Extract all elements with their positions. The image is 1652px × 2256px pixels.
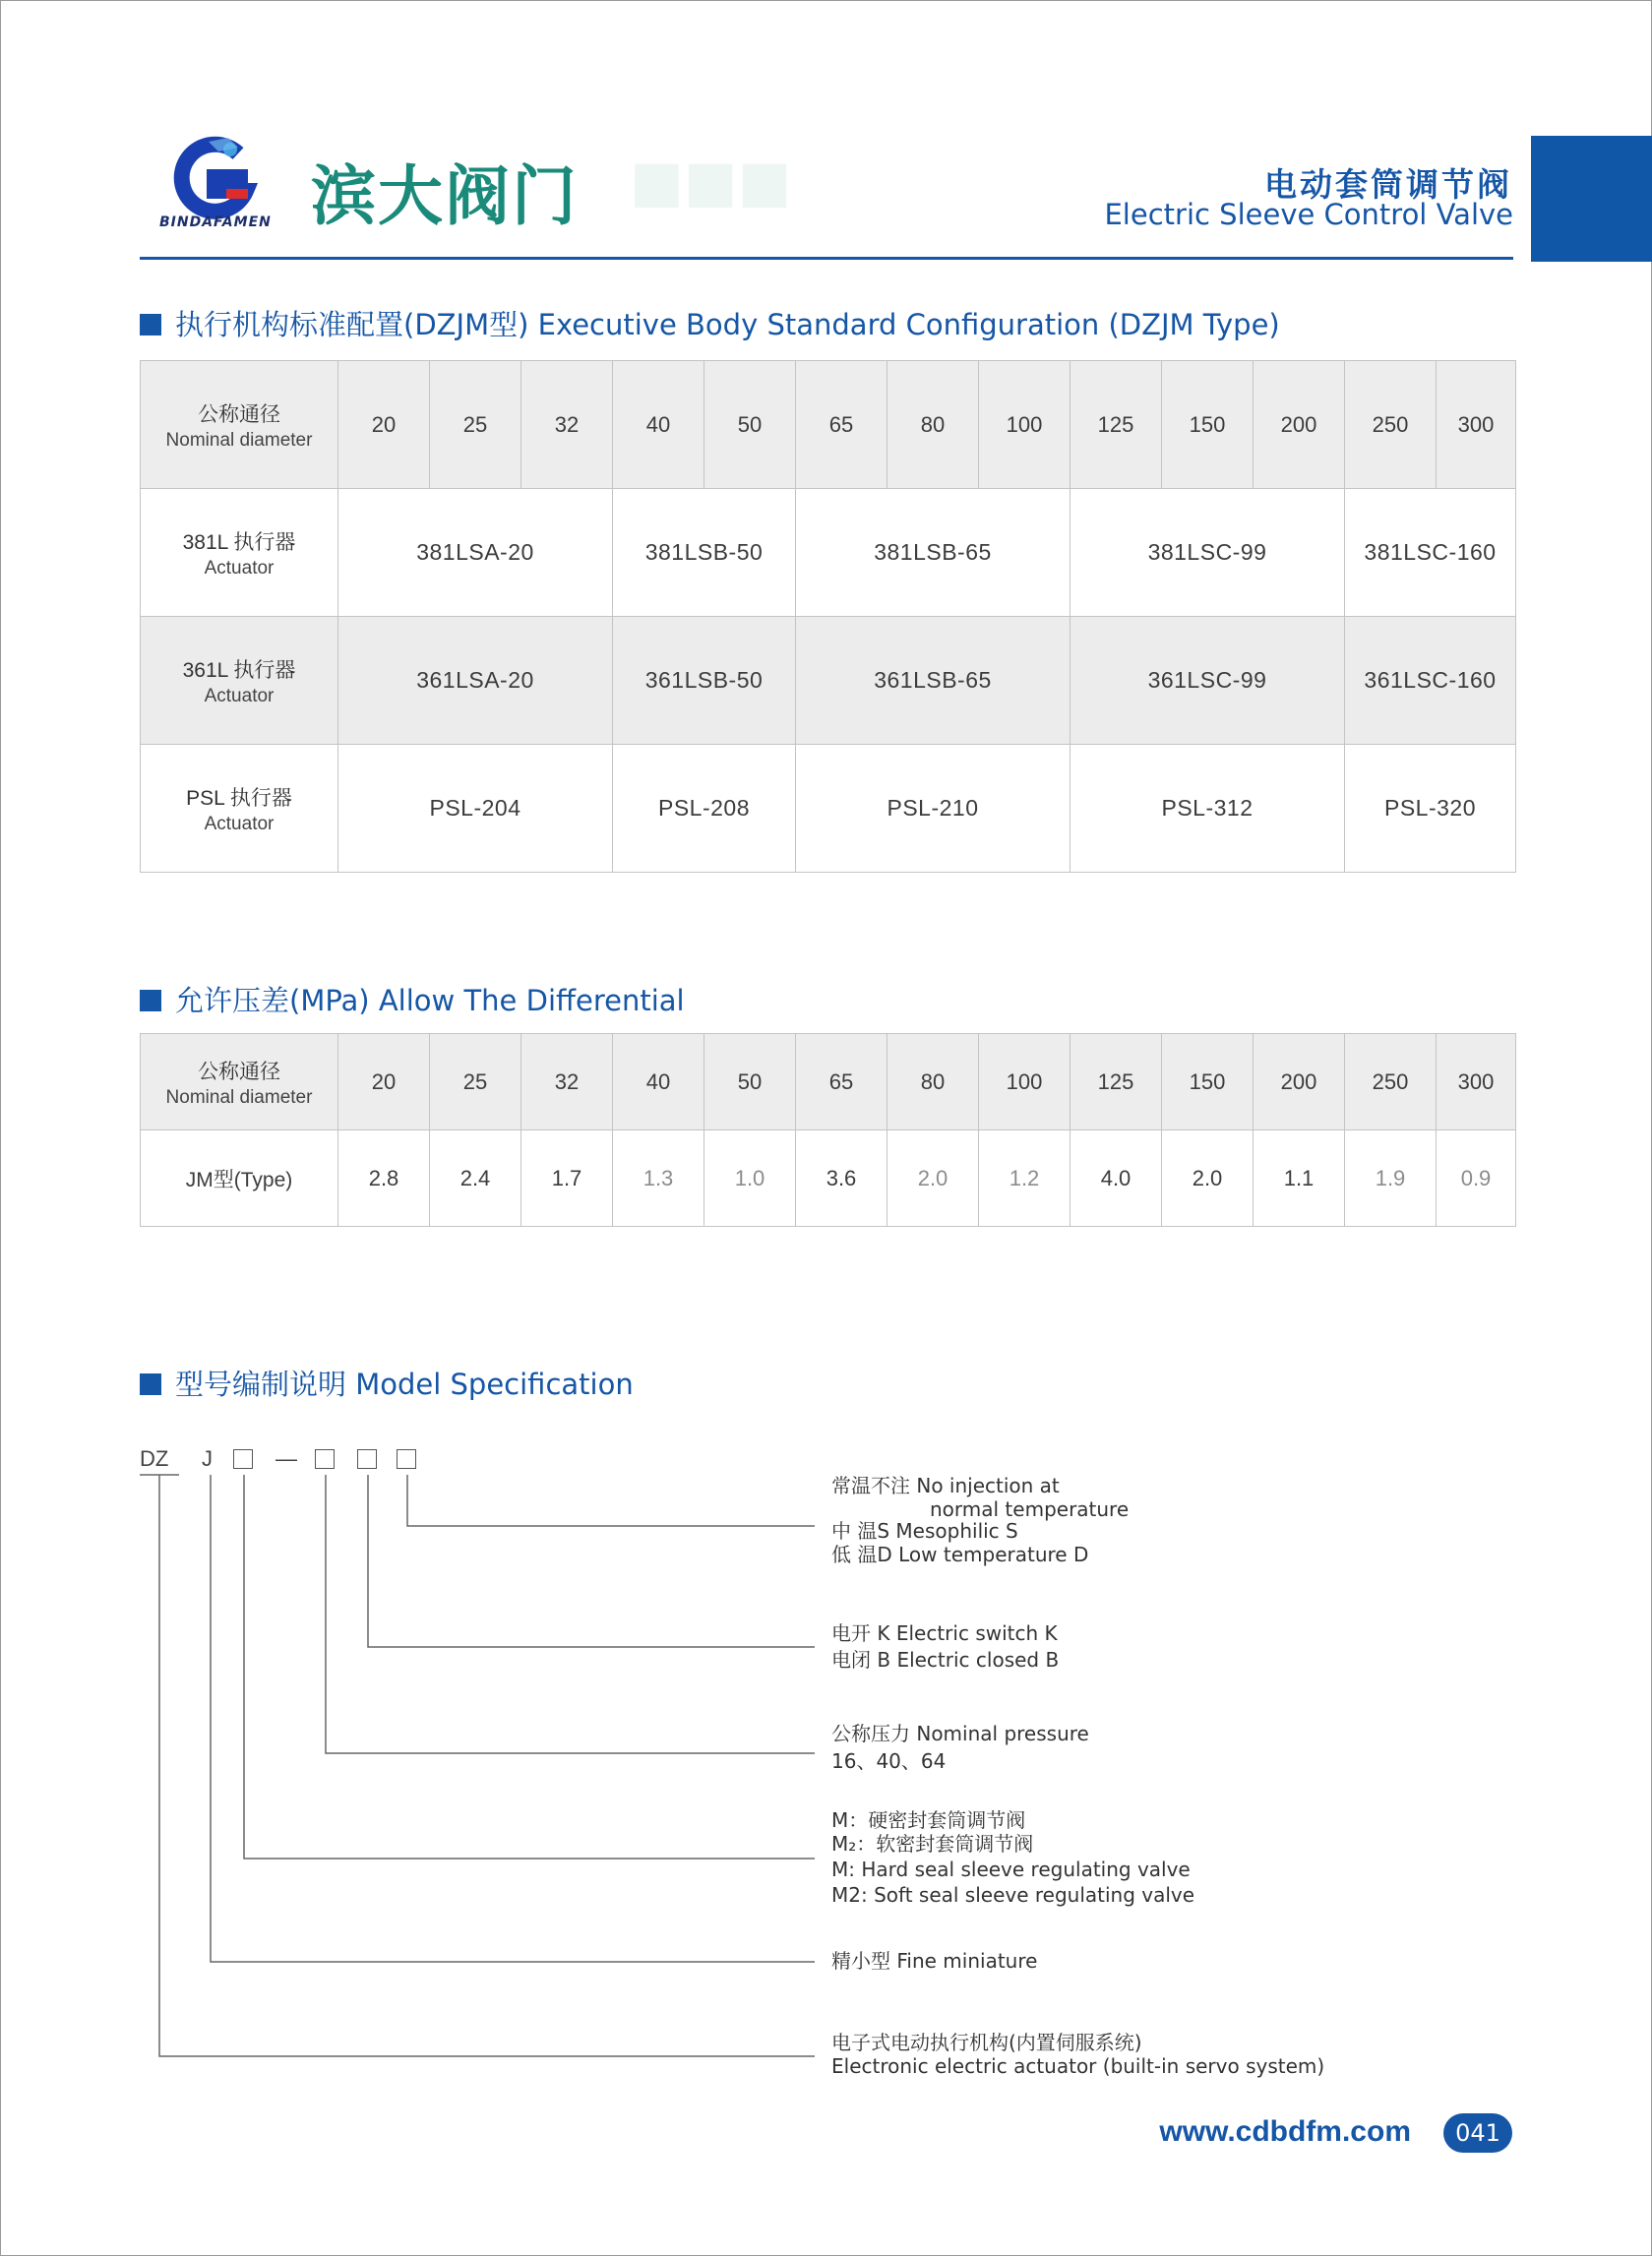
diameter-cell: 300 xyxy=(1437,1034,1516,1130)
row-label-en: Actuator xyxy=(204,557,275,579)
spec-temperature xyxy=(831,1474,1129,1566)
model-cell: 361LSA-20 xyxy=(338,617,613,745)
spec-en: Low temperature D xyxy=(898,1543,1089,1566)
diameter-cell: 25 xyxy=(430,361,521,489)
value-cell: 1.3 xyxy=(613,1130,704,1227)
diameter-cell: 65 xyxy=(796,361,887,489)
document-title-cn: 电动套筒调节阀 xyxy=(1264,165,1512,204)
diameter-cell: 80 xyxy=(887,361,979,489)
diameter-cell: 100 xyxy=(979,1034,1071,1130)
spec-actuator-type xyxy=(831,2031,1324,2078)
row-label-cell xyxy=(141,489,338,617)
model-cell: 361LSC-99 xyxy=(1071,617,1345,745)
diameter-cell: 125 xyxy=(1071,361,1162,489)
spec-nominal-pressure xyxy=(831,1722,1089,1773)
section-heading-allow-differential xyxy=(140,979,685,1019)
square-bullet-icon xyxy=(140,314,161,335)
spec-cn: 电子式电动执行机构(内置伺服系统) xyxy=(831,2031,1142,2054)
diameter-cell: 100 xyxy=(979,361,1071,489)
diameter-cell: 50 xyxy=(704,361,796,489)
header-label-cell xyxy=(141,1034,338,1130)
code-placeholder-box xyxy=(233,1449,253,1469)
spec-cn: M：硬密封套筒调节阀 xyxy=(831,1808,1026,1832)
spec-cn: 公称压力 xyxy=(831,1722,910,1745)
row-label-cell xyxy=(141,617,338,745)
brand-watermark: ■■■ xyxy=(630,148,792,214)
diameter-cell: 32 xyxy=(521,1034,613,1130)
website-url: www.cdbdfm.com xyxy=(1159,2115,1411,2148)
document-title-en: Electric Sleeve Control Valve xyxy=(1104,198,1513,231)
value-cell: 0.9 xyxy=(1437,1130,1516,1227)
spec-cn: 电闭 B xyxy=(831,1648,891,1672)
model-cell: 381LSC-160 xyxy=(1345,489,1516,617)
spec-switch xyxy=(831,1621,1059,1672)
section-title-en: Model Specification xyxy=(355,1368,634,1401)
table-header-row xyxy=(141,361,1516,489)
value-cell: 1.1 xyxy=(1254,1130,1345,1227)
section-title-cn: 执行机构标准配置(DZJM型) xyxy=(175,308,529,341)
model-cell: 381LSC-99 xyxy=(1071,489,1345,617)
spec-cn: 精小型 xyxy=(831,1949,890,1973)
code-placeholder-box xyxy=(397,1449,416,1469)
diameter-cell: 300 xyxy=(1437,361,1516,489)
header-label-en: Nominal diameter xyxy=(165,429,313,451)
brand-name: 滨大阀门 xyxy=(311,158,579,234)
logo-text: BINDAFAMEN xyxy=(159,214,272,230)
value-cell: 2.8 xyxy=(338,1130,430,1227)
table-row xyxy=(141,617,1516,745)
section-title-en: Allow The Differential xyxy=(378,984,685,1017)
section-title-cn: 型号编制说明 xyxy=(175,1368,347,1401)
diameter-cell: 40 xyxy=(613,1034,704,1130)
value-cell: 1.0 xyxy=(704,1130,796,1227)
value-cell: 1.7 xyxy=(521,1130,613,1227)
model-cell: 361LSB-50 xyxy=(613,617,796,745)
spec-cn: 常温不注 xyxy=(831,1474,910,1497)
model-cell: 381LSB-50 xyxy=(613,489,796,617)
spec-en: Mesophilic S xyxy=(895,1519,1018,1543)
page-number: 041 xyxy=(1443,2113,1512,2153)
diameter-cell: 250 xyxy=(1345,361,1437,489)
differential-pressure-table xyxy=(140,1033,1516,1227)
corner-accent-block xyxy=(1531,136,1652,262)
diameter-cell: 150 xyxy=(1162,1034,1254,1130)
spec-en: Nominal pressure xyxy=(916,1722,1089,1745)
model-cell: PSL-204 xyxy=(338,745,613,873)
diameter-cell: 50 xyxy=(704,1034,796,1130)
header-label-cn: 公称通径 xyxy=(198,1060,280,1083)
model-cell: 361LSC-160 xyxy=(1345,617,1516,745)
section-heading-model-specification xyxy=(140,1363,634,1403)
table-row xyxy=(141,489,1516,617)
diameter-cell: 200 xyxy=(1254,361,1345,489)
model-cell: PSL-312 xyxy=(1071,745,1345,873)
section-title-cn: 允许压差(MPa) xyxy=(175,984,370,1017)
model-cell: PSL-320 xyxy=(1345,745,1516,873)
spec-cn: 16、40、64 xyxy=(831,1749,947,1773)
code-dz: DZ xyxy=(140,1446,169,1471)
spec-en: No injection at xyxy=(916,1474,1060,1497)
diameter-cell: 80 xyxy=(887,1034,979,1130)
table-row xyxy=(141,745,1516,873)
spec-en: M2: Soft seal sleeve regulating valve xyxy=(831,1883,1195,1907)
code-dash: — xyxy=(275,1446,297,1471)
row-label-cell: JM型(Type) xyxy=(141,1130,338,1227)
diameter-cell: 25 xyxy=(430,1034,521,1130)
row-label-en: Actuator xyxy=(204,813,275,834)
row-label-cn: 361L 执行器 xyxy=(182,658,296,682)
diameter-cell: 65 xyxy=(796,1034,887,1130)
code-placeholder-box xyxy=(315,1449,335,1469)
row-label-cn: PSL 执行器 xyxy=(186,786,292,810)
model-cell: PSL-210 xyxy=(796,745,1071,873)
spec-en: normal temperature xyxy=(930,1497,1130,1521)
table-row xyxy=(141,1130,1516,1227)
code-placeholder-box xyxy=(357,1449,377,1469)
spec-cn: 电开 K xyxy=(831,1621,890,1645)
spec-seal-type xyxy=(831,1808,1194,1907)
diameter-cell: 250 xyxy=(1345,1034,1437,1130)
square-bullet-icon xyxy=(140,990,161,1011)
model-cell: 361LSB-65 xyxy=(796,617,1071,745)
row-label-cell xyxy=(141,745,338,873)
actuator-config-table xyxy=(140,360,1516,873)
diameter-cell: 150 xyxy=(1162,361,1254,489)
value-cell: 2.0 xyxy=(1162,1130,1254,1227)
header-label-cell xyxy=(141,361,338,489)
value-cell: 2.0 xyxy=(887,1130,979,1227)
model-cell: 381LSA-20 xyxy=(338,489,613,617)
value-cell: 1.9 xyxy=(1345,1130,1437,1227)
header-divider xyxy=(140,257,1513,260)
value-cell: 4.0 xyxy=(1071,1130,1162,1227)
spec-cn: 中 温S xyxy=(831,1519,890,1543)
model-cell: PSL-208 xyxy=(613,745,796,873)
spec-en: Electric switch K xyxy=(895,1621,1058,1645)
value-cell: 3.6 xyxy=(796,1130,887,1227)
diameter-cell: 40 xyxy=(613,361,704,489)
spec-cn: 低 温D xyxy=(831,1543,892,1566)
row-label-en: Actuator xyxy=(204,685,275,706)
spec-en: Electric closed B xyxy=(896,1648,1060,1672)
section-title-en: Executive Body Standard Configuration (DZJM Type) xyxy=(537,308,1280,341)
table-header-row xyxy=(141,1034,1516,1130)
diameter-cell: 32 xyxy=(521,361,613,489)
diameter-cell: 20 xyxy=(338,361,430,489)
square-bullet-icon xyxy=(140,1373,161,1395)
model-cell: 381LSB-65 xyxy=(796,489,1071,617)
spec-miniature xyxy=(831,1949,1037,1973)
diameter-cell: 20 xyxy=(338,1034,430,1130)
spec-en: M: Hard seal sleeve regulating valve xyxy=(831,1858,1191,1881)
spec-cn: M₂：软密封套筒调节阀 xyxy=(831,1832,1034,1856)
value-cell: 2.4 xyxy=(430,1130,521,1227)
diameter-cell: 125 xyxy=(1071,1034,1162,1130)
row-label-cn: 381L 执行器 xyxy=(182,530,296,554)
code-j: J xyxy=(202,1446,213,1471)
header-label-en: Nominal diameter xyxy=(165,1086,313,1108)
header-label-cn: 公称通径 xyxy=(198,402,280,426)
spec-en: Fine miniature xyxy=(896,1949,1038,1973)
section-heading-standard-configuration xyxy=(140,303,1280,343)
value-cell: 1.2 xyxy=(979,1130,1071,1227)
spec-en: Electronic electric actuator (built-in servo system) xyxy=(831,2054,1325,2078)
bindafamen-logo-icon xyxy=(169,134,258,222)
diameter-cell: 200 xyxy=(1254,1034,1345,1130)
